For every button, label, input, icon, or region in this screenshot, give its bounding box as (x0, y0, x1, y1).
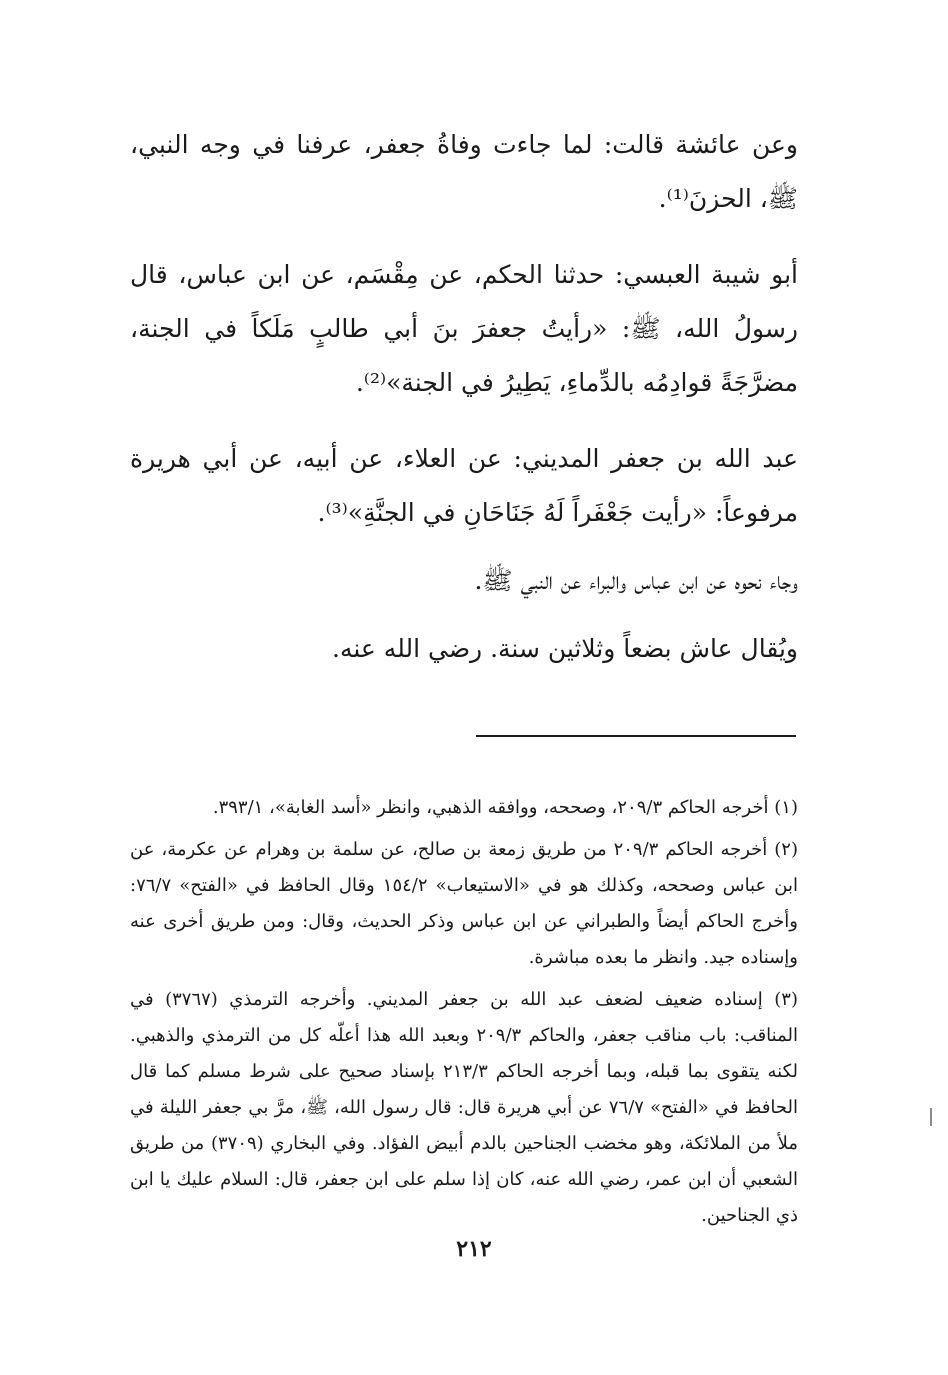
paragraph-aisha: وعن عائشة قالت: لما جاءت وفاةُ جعفر، عرفنا في وجه النبي، ﷺ، الحزنَ⁽¹⁾. (130, 130, 798, 213)
footnote-3: (٣) إسناده ضعيف لضعف عبد الله بن جعفر المديني. وأخرجه الترمذي (٣٧٦٧) في المناقب: باب مناقب جعفر، والحاكم ٢٠٩/٣ وبعبد الله هذا أعلّه كل من الترمذي والذهبي. لكنه يتقوى بما قبله، وبما أخرجه الحاكم ٢١٣/٣ بإسناد صحيح على شرط مسلم كما قال الحافظ في «الفتح» ٧٦/٧ عن أبي هريرة قال: قال رسول الله، ﷺ، مرَّ بي جعفر الليلة في ملأ من الملائكة، وهو مخضب الجناحين بالدم أبيض الفؤاد. وفي البخاري (٣٧٠٩) من طريق الشعبي أن ابن عمر، رضي الله عنه، كان إذا سلم على ابن جعفر، قال: السلام عليك يا ابن ذي الجناحين. (130, 989, 799, 1226)
footnotes (130, 790, 798, 1240)
footnote-2: (٢) أخرجه الحاكم ٢٠٩/٣ من طريق زمعة بن صالح، عن سلمة بن وهرام عن عكرمة، عن ابن عباس وصححه، وكذلك هو في «الاستيعاب» ١٥٤/٢ وقال الحافظ في «الفتح» ٧٦/٧: وأخرج الحاكم أيضاً والطبراني عن ابن عباس وذكر الحديث، وقال: ومن طريق أخرى عنه وإسناده جيد. وانظر ما بعده مباشرة. (130, 839, 798, 968)
main-text (130, 118, 798, 676)
footnote-1: (١) أخرجه الحاكم ٢٠٩/٣، وصححه، ووافقه الذهبي، وانظر «أسد الغابة»، ٣٩٣/١. (212, 797, 798, 818)
paragraph-abu-shayba: أبو شيبة العبسي: حدثنا الحكم، عن مِقْسَم، عن ابن عباس، قال رسولُ الله، ﷺ: «رأيتُ جعفرَ بنَ أبي طالبٍ مَلَكاً في الجنة، مضرَّجَةً قوادِمُه بالدِّماءِ، يَطِيرُ في الجنة»⁽²⁾. (130, 260, 798, 397)
paragraph-abdullah-madini: عبد الله بن جعفر المديني: عن العلاء، عن أبيه، عن أبي هريرة مرفوعاً: «رأيت جَعْفَراً لَهُ جَنَاحَانِ في الجنَّةِ»⁽³⁾. (130, 444, 798, 527)
page-number: ٢١٢ (456, 1236, 492, 1262)
margin-mark (930, 1108, 932, 1126)
footnote-separator (476, 735, 796, 737)
paragraph-age: ويُقال عاش بضعاً وثلاثين سنة. رضي الله عنه. (332, 634, 798, 663)
paragraph-ibn-abbas-bara: وجاء نحوه عن ابن عباس والبراء عن النبي ﷺ. (474, 566, 798, 595)
